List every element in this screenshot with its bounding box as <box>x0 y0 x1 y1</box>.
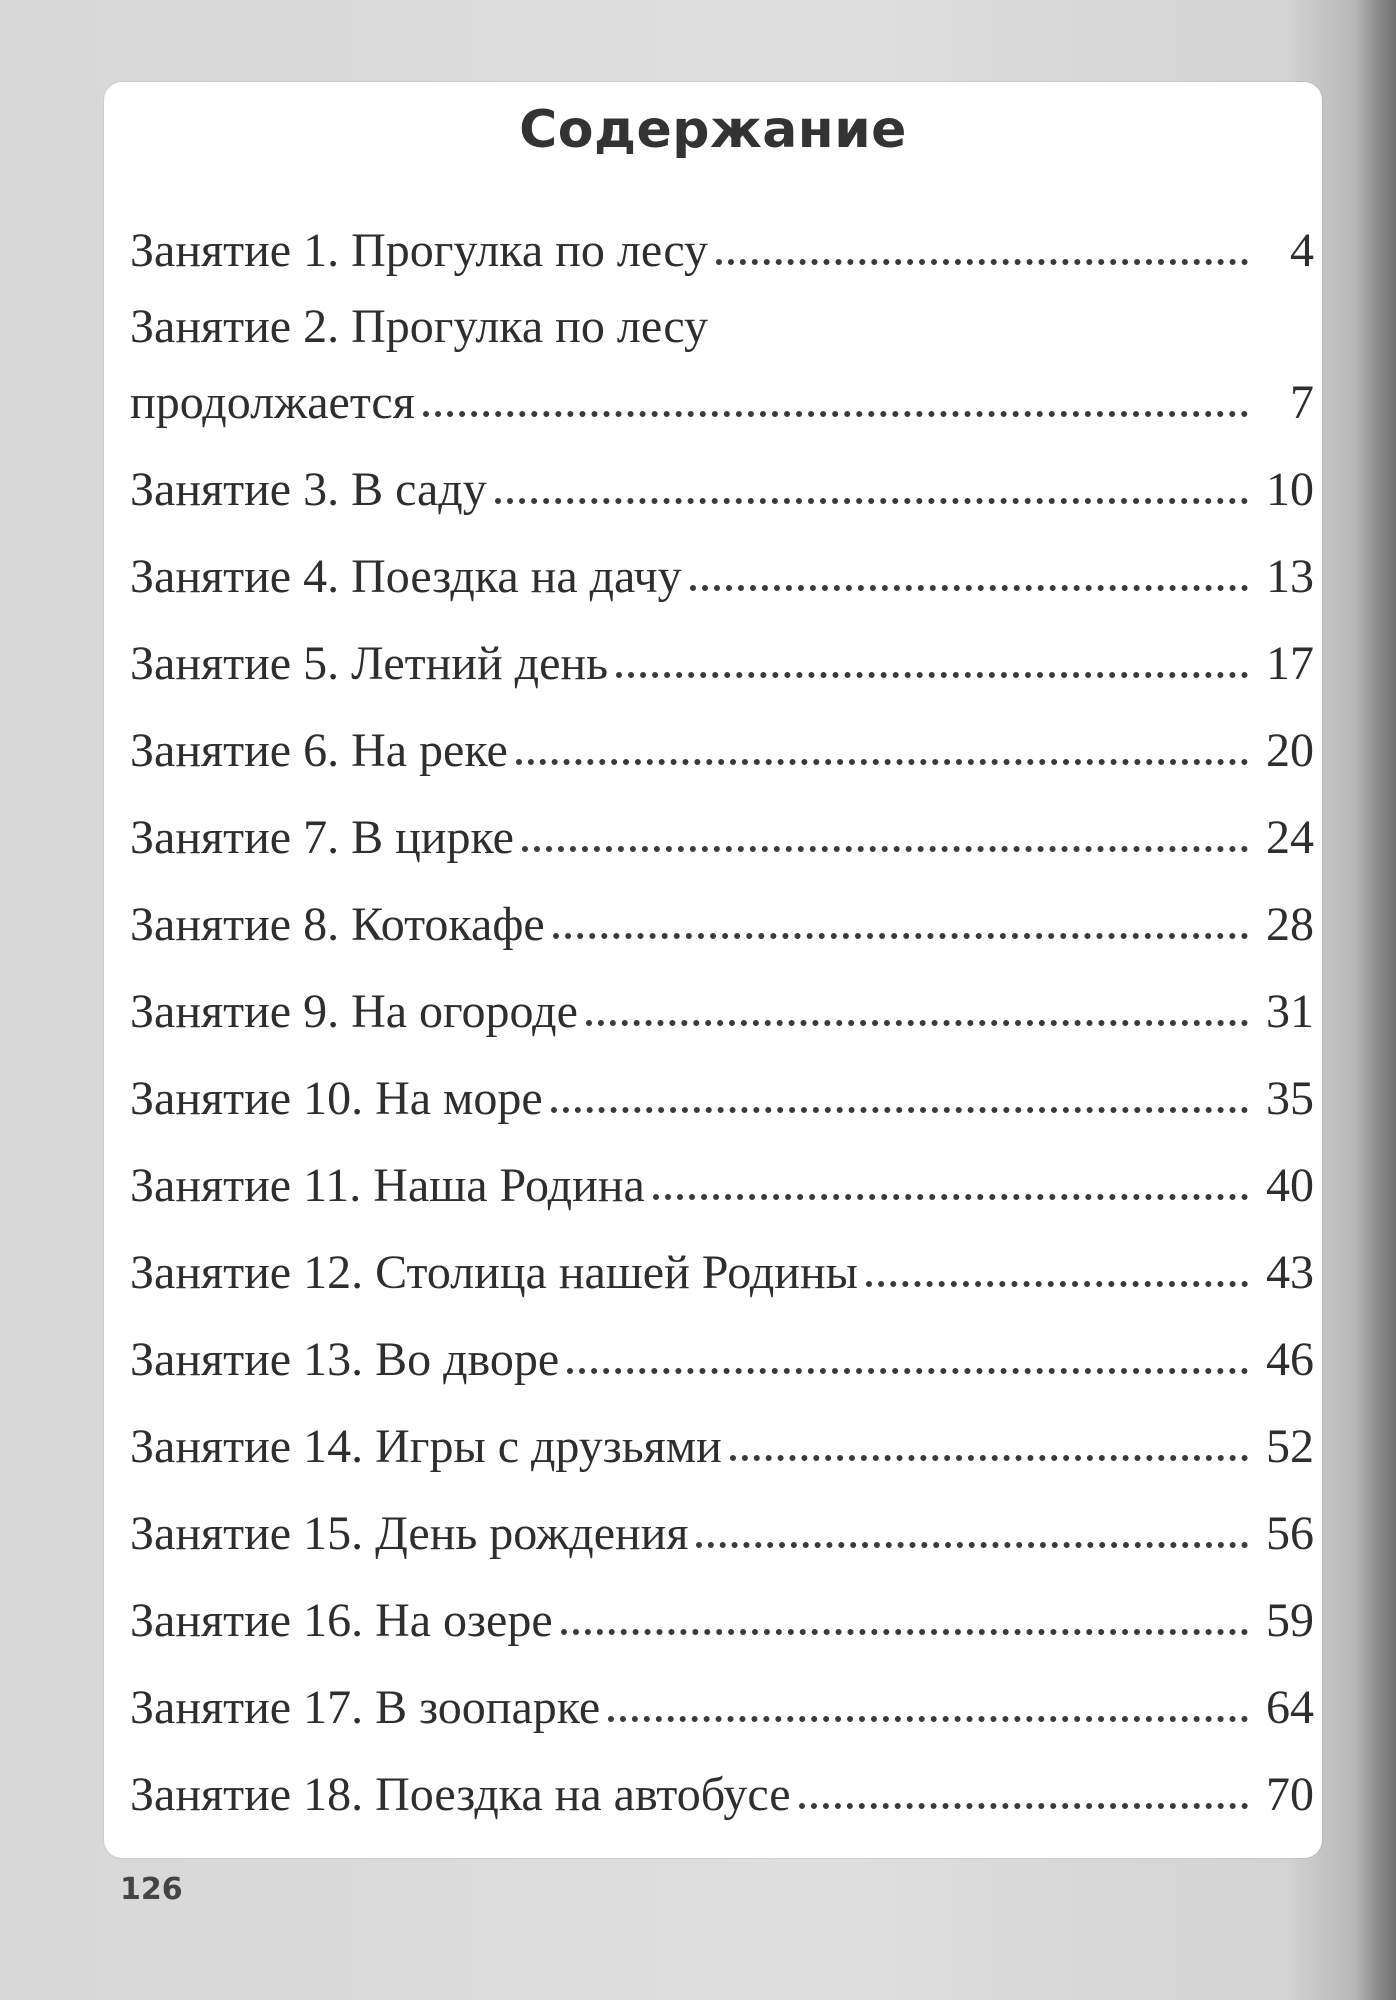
toc-entry <box>130 961 1314 1048</box>
toc-entry-page: 28 <box>1266 898 1314 951</box>
toc-entry-page: 59 <box>1266 1594 1314 1647</box>
toc-entry-label: Занятие 3. В саду <box>130 463 487 516</box>
toc-entry-label: Занятие 10. На море <box>130 1072 543 1125</box>
toc-entry-page: 24 <box>1266 811 1314 864</box>
toc-entry <box>130 1396 1314 1483</box>
toc-entry-page: 70 <box>1266 1768 1314 1821</box>
toc-entry-label: Занятие 17. В зоопарке <box>130 1681 601 1734</box>
toc-entry-label: Занятие 13. Во дворе <box>130 1333 560 1386</box>
table-of-contents <box>130 200 1314 1831</box>
contents-title: Содержание <box>519 100 907 160</box>
dot-leader <box>653 1194 1248 1200</box>
toc-entry <box>130 1048 1314 1135</box>
toc-entry <box>130 1483 1314 1570</box>
toc-entry <box>130 1222 1314 1309</box>
toc-entry <box>130 1570 1314 1657</box>
toc-entry-page: 56 <box>1266 1507 1314 1560</box>
toc-entry <box>130 1135 1314 1222</box>
dot-leader <box>561 1629 1248 1635</box>
toc-entry <box>130 1309 1314 1396</box>
toc-entry-page: 46 <box>1266 1333 1314 1386</box>
toc-entry-label: Занятие 1. Прогулка по лесу <box>130 224 708 277</box>
page-number: 126 <box>120 1872 183 1907</box>
toc-entry-page: 52 <box>1266 1420 1314 1473</box>
toc-entry-label: Занятие 11. Наша Родина <box>130 1159 645 1212</box>
toc-entry <box>130 200 1314 287</box>
toc-entry-label: Занятие 16. На озере <box>130 1594 553 1647</box>
toc-entry-first-line <box>130 287 1314 363</box>
toc-entry-page: 13 <box>1266 550 1314 603</box>
toc-entry-label: Занятие 7. В цирке <box>130 811 514 864</box>
toc-entry-page: 10 <box>1266 463 1314 516</box>
toc-entry-page: 40 <box>1266 1159 1314 1212</box>
toc-entry-label: Занятие 2. Прогулка по лесу <box>130 300 708 353</box>
toc-entry-page: 43 <box>1266 1246 1314 1299</box>
toc-entry-label: Занятие 15. День рождения <box>130 1507 689 1560</box>
toc-entry-label: Занятие 12. Столица нашей Родины <box>130 1246 858 1299</box>
toc-entry <box>130 700 1314 787</box>
toc-entry-page: 17 <box>1266 637 1314 690</box>
spine-shadow <box>1356 0 1396 2000</box>
toc-entry-label: Занятие 18. Поездка на автобусе <box>130 1768 791 1821</box>
dot-leader <box>423 411 1248 417</box>
contents-card <box>104 82 1322 1858</box>
toc-entry-page: 20 <box>1266 724 1314 777</box>
dot-leader <box>522 846 1248 852</box>
toc-entry-page: 64 <box>1266 1681 1314 1734</box>
toc-entry-label: Занятие 14. Игры с друзьями <box>130 1420 722 1473</box>
toc-entry-page: 31 <box>1266 985 1314 1038</box>
dot-leader <box>586 1020 1248 1026</box>
toc-entry-label: Занятие 8. Котокафе <box>130 898 545 951</box>
toc-entry-page: 7 <box>1290 376 1314 429</box>
dot-leader <box>516 759 1248 765</box>
toc-entry-label: продолжается <box>130 376 415 429</box>
toc-entry-page: 35 <box>1266 1072 1314 1125</box>
toc-entry-label: Занятие 6. На реке <box>130 724 508 777</box>
dot-leader <box>616 672 1248 678</box>
dot-leader <box>551 1107 1248 1113</box>
toc-entry <box>130 439 1314 526</box>
toc-entry-label: Занятие 5. Летний день <box>130 637 608 690</box>
toc-entry <box>130 363 1314 439</box>
toc-entry <box>130 1657 1314 1744</box>
dot-leader <box>567 1368 1248 1374</box>
dot-leader <box>608 1716 1248 1722</box>
dot-leader <box>730 1455 1248 1461</box>
dot-leader <box>799 1803 1248 1809</box>
toc-entry-page: 4 <box>1290 224 1314 277</box>
toc-entry-label: Занятие 4. Поездка на дачу <box>130 550 682 603</box>
dot-leader <box>696 1542 1248 1548</box>
toc-entry <box>130 1744 1314 1831</box>
toc-entry <box>130 874 1314 961</box>
dot-leader <box>866 1281 1248 1287</box>
dot-leader <box>495 498 1248 504</box>
toc-entry <box>130 787 1314 874</box>
dot-leader <box>553 933 1248 939</box>
toc-entry <box>130 526 1314 613</box>
toc-entry <box>130 613 1314 700</box>
dot-leader <box>716 259 1248 265</box>
toc-entry-label: Занятие 9. На огороде <box>130 985 578 1038</box>
dot-leader <box>690 585 1248 591</box>
